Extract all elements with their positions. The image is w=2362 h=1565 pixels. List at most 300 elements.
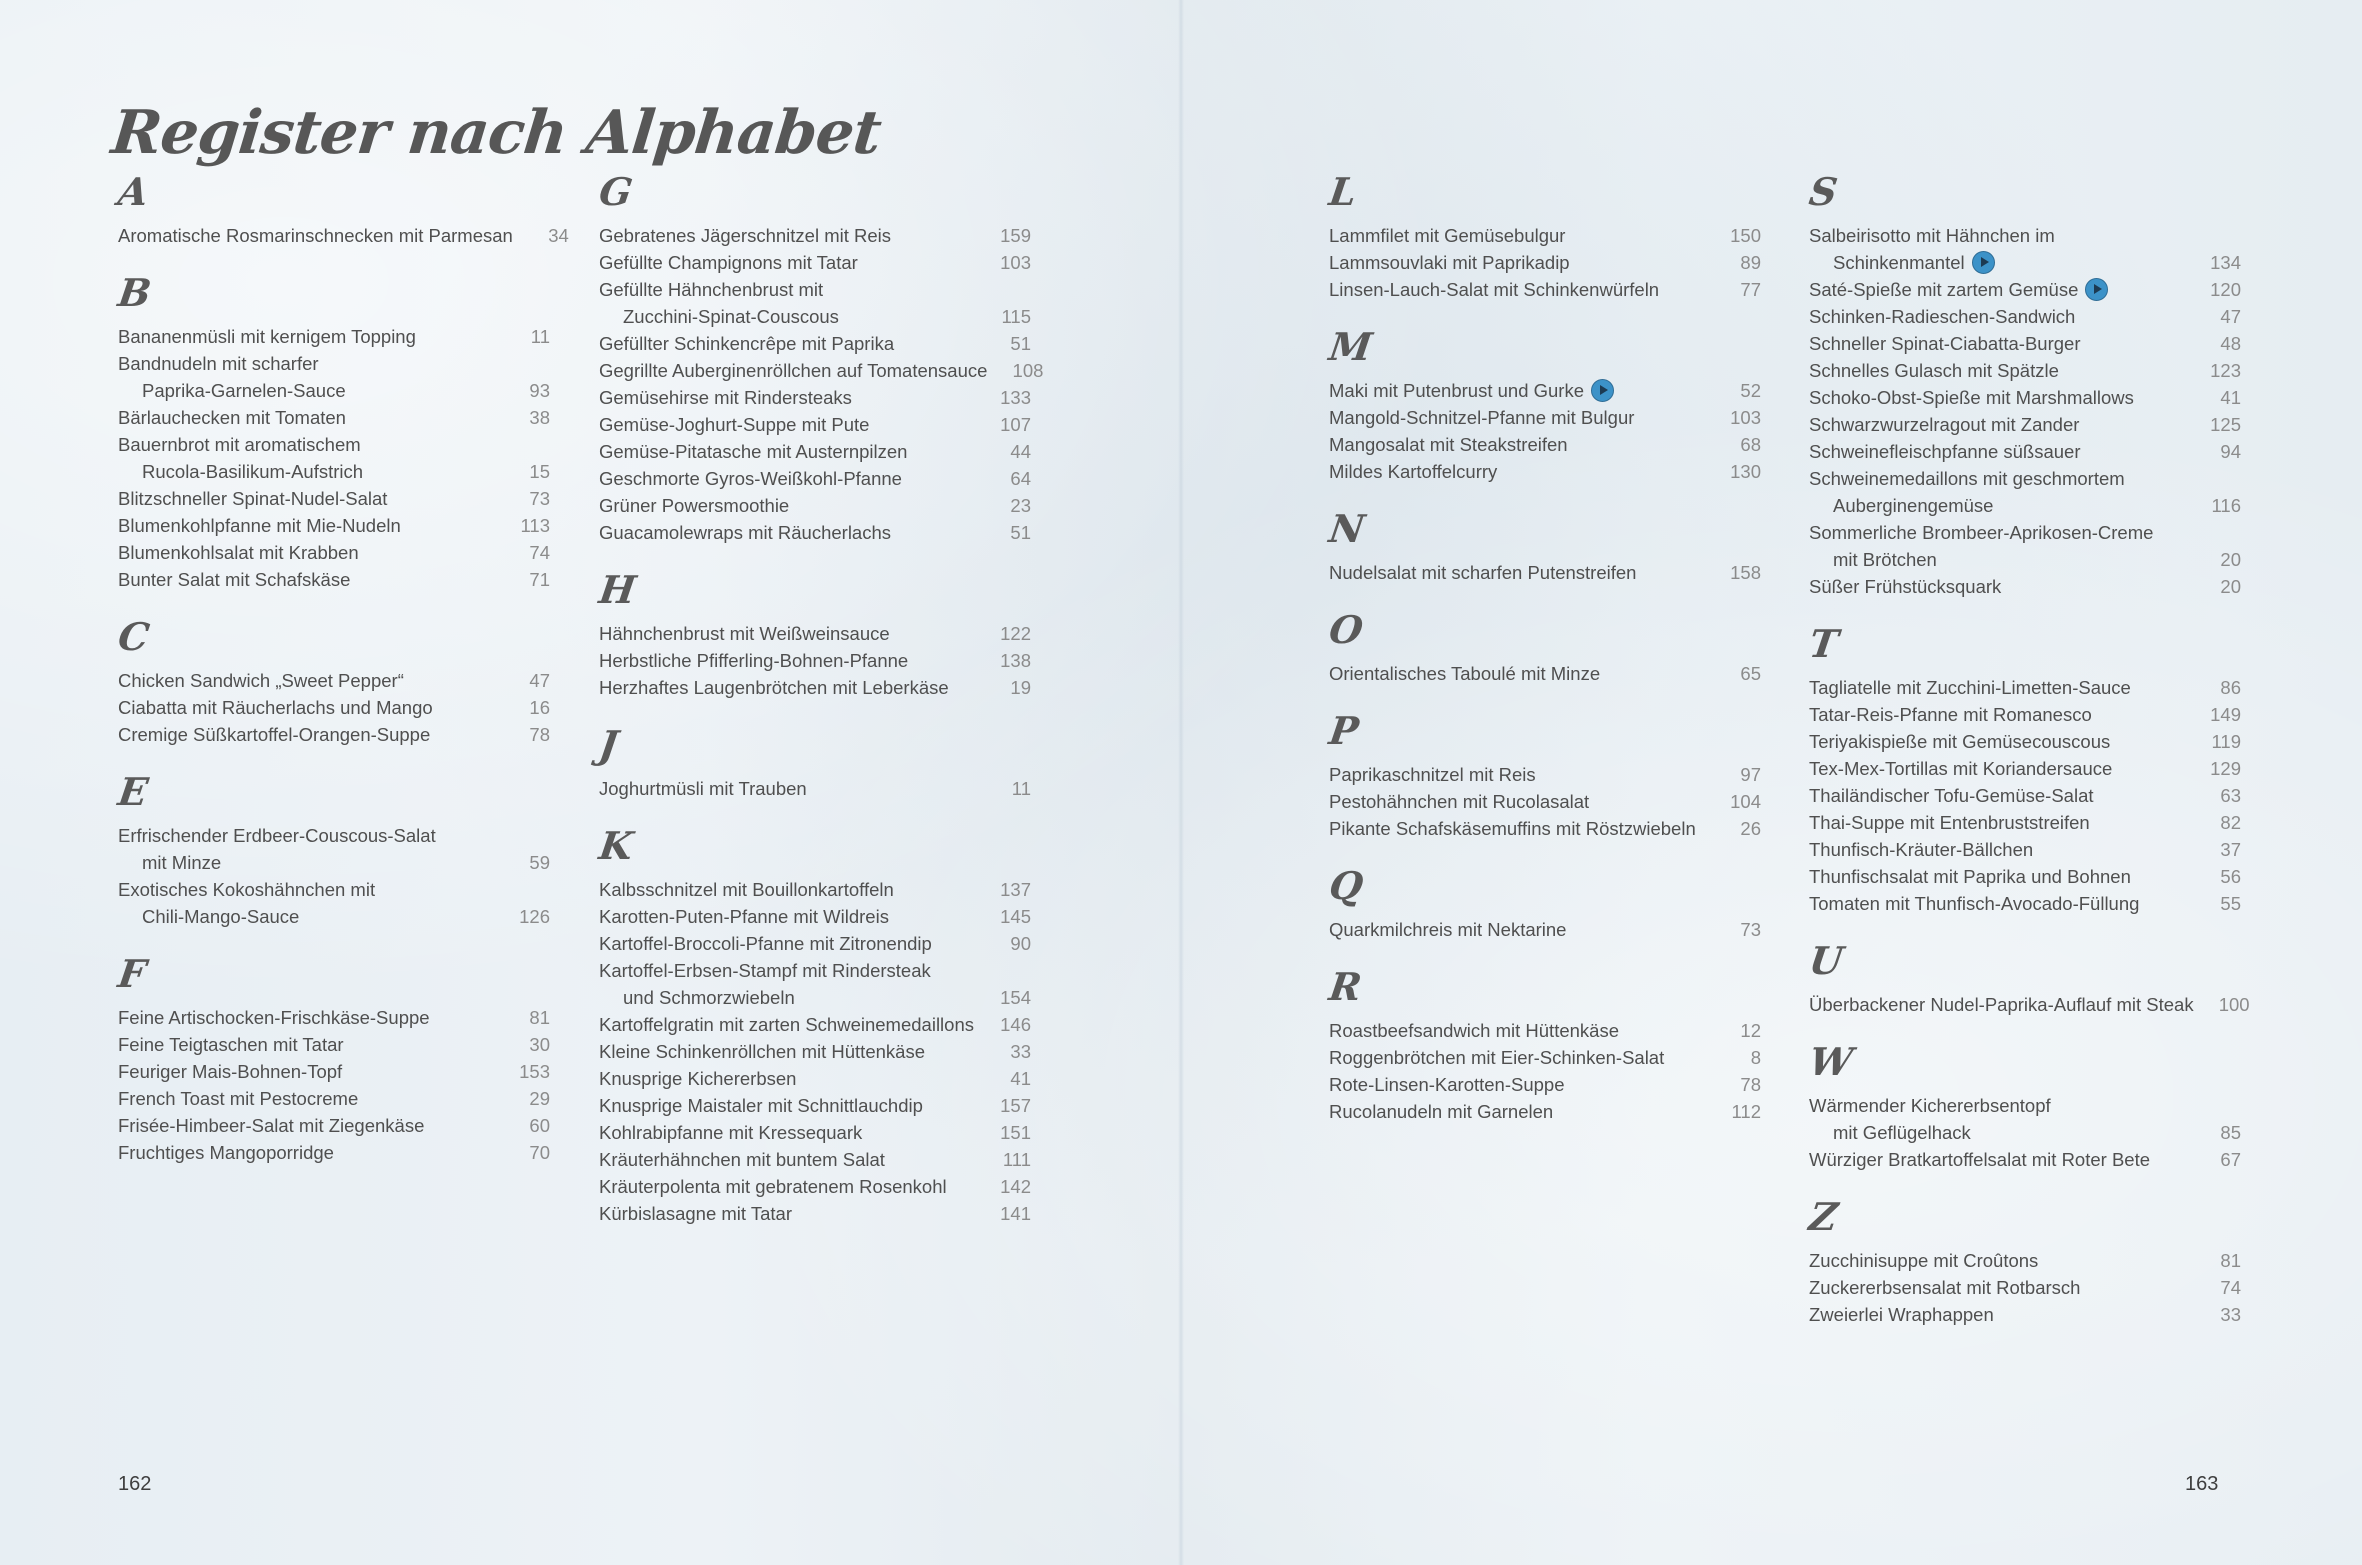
entry-title-line: mit Brötchen — [1833, 549, 1937, 570]
index-section-w — [1806, 1039, 2241, 1173]
entry-title-line: Schoko-Obst-Spieße mit Marshmallows — [1809, 387, 2134, 408]
entry-title — [599, 465, 975, 492]
index-entry — [1329, 431, 1761, 458]
index-column-4 — [1806, 169, 2250, 1350]
entry-page-number: 23 — [1010, 495, 1031, 516]
index-entry — [599, 1038, 1031, 1065]
index-entry — [118, 1139, 550, 1166]
entry-page-number: 47 — [2220, 306, 2241, 327]
index-entry — [1329, 1098, 1761, 1125]
index-section-s — [1806, 169, 2241, 600]
entry-page-number: 26 — [1740, 818, 1761, 839]
entry-page-number: 141 — [1000, 1203, 1031, 1224]
entry-title-line: und Schmorzwiebeln — [623, 987, 795, 1008]
entry-title-line: Feine Artischocken-Frischkäse-Suppe — [118, 1007, 430, 1028]
index-entry — [118, 404, 550, 431]
entry-title — [599, 519, 975, 546]
entry-title-line: Thunfisch-Kräuter-Bällchen — [1809, 839, 2034, 860]
entry-title-line: Gemüse-Pitatasche mit Austernpilzen — [599, 441, 908, 462]
index-entry — [599, 957, 1031, 1011]
entry-title-line: Blitzschneller Spinat-Nudel-Salat — [118, 488, 388, 509]
section-letter: C — [115, 614, 153, 659]
entry-title-line: Kürbislasagne mit Tatar — [599, 1203, 792, 1224]
entry-title-line: Schweinefleischpfanne süßsauer — [1809, 441, 2081, 462]
index-entry — [1809, 782, 2241, 809]
index-section-h — [596, 567, 1031, 701]
entry-title — [1809, 863, 2185, 890]
index-section-m — [1326, 324, 1761, 485]
index-entry — [1329, 222, 1761, 249]
entry-title-line: Hähnchenbrust mit Weißweinsauce — [599, 623, 890, 644]
entry-page-number: 11 — [530, 326, 550, 347]
entry-page-number: 82 — [2220, 812, 2241, 833]
entry-title-line: Lammsouvlaki mit Paprikadip — [1329, 252, 1570, 273]
section-letter: M — [1326, 324, 1375, 369]
index-entry — [118, 667, 550, 694]
entry-page-number: 125 — [2210, 414, 2241, 435]
entry-title — [1809, 809, 2185, 836]
entry-page-number: 112 — [1731, 1101, 1761, 1122]
index-section-o — [1326, 607, 1761, 687]
entry-title-line: Zweierlei Wraphappen — [1809, 1304, 1994, 1325]
entry-page-number: 38 — [529, 407, 550, 428]
entry-title-line: Schinkenmantel — [1833, 252, 1965, 273]
entry-page-number: 64 — [1010, 468, 1031, 489]
index-entry — [1809, 519, 2241, 573]
entry-page-number: 30 — [529, 1034, 550, 1055]
entry-title-line: Geschmorte Gyros-Weißkohl-Pfanne — [599, 468, 902, 489]
entry-title — [1809, 411, 2185, 438]
entry-page-number: 100 — [2218, 994, 2250, 1015]
index-entry — [1809, 573, 2241, 600]
index-section-a — [115, 169, 569, 249]
index-entry — [1329, 761, 1761, 788]
entry-title-line: Kalbsschnitzel mit Bouillonkartoffeln — [599, 879, 894, 900]
entry-title-line: Guacamolewraps mit Räucherlachs — [599, 522, 892, 543]
entry-title-line: Zucchini-Spinat-Couscous — [623, 306, 839, 327]
entry-page-number: 126 — [519, 906, 550, 927]
index-entry — [599, 1119, 1031, 1146]
index-section-c — [115, 614, 550, 748]
index-entry — [599, 1011, 1031, 1038]
entry-page-number: 29 — [529, 1088, 550, 1109]
index-entry — [599, 1065, 1031, 1092]
index-section-b — [115, 270, 550, 593]
index-entry — [118, 566, 550, 593]
index-entry — [599, 1200, 1031, 1227]
entry-title — [599, 957, 975, 1011]
index-entry — [1809, 755, 2241, 782]
entry-page-number: 77 — [1740, 279, 1761, 300]
entry-title — [599, 411, 975, 438]
entry-page-number: 44 — [1010, 441, 1031, 462]
index-entry — [118, 323, 550, 350]
entry-page-number: 89 — [1740, 252, 1761, 273]
entry-title — [118, 822, 494, 876]
entry-title-line: Paprikaschnitzel mit Reis — [1329, 764, 1536, 785]
entry-page-number: 86 — [2220, 677, 2241, 698]
entry-title — [1809, 701, 2185, 728]
entry-page-number: 130 — [1730, 461, 1761, 482]
entry-page-number: 78 — [529, 724, 550, 745]
index-section-r — [1326, 964, 1761, 1125]
entry-title-line: Sommerliche Brombeer-Aprikosen-Creme — [1809, 522, 2154, 543]
entry-title-line: Kleine Schinkenröllchen mit Hüttenkäse — [599, 1041, 925, 1062]
entry-title-line: Auberginengemüse — [1833, 495, 1994, 516]
entry-title-line: Schinken-Radieschen-Sandwich — [1809, 306, 2076, 327]
entry-title — [599, 330, 975, 357]
entry-title-line: Teriyakispieße mit Gemüsecouscous — [1809, 731, 2111, 752]
entry-page-number: 74 — [529, 542, 550, 563]
entry-title — [1329, 222, 1705, 249]
entry-title — [1329, 916, 1705, 943]
book-spine — [1178, 0, 1184, 1565]
entry-title-line: Kartoffel-Broccoli-Pfanne mit Zitronendip — [599, 933, 932, 954]
section-letter: J — [596, 722, 621, 767]
section-letter: N — [1326, 506, 1368, 551]
entry-title — [1809, 330, 2185, 357]
index-section-e — [115, 769, 550, 930]
entry-title — [1809, 1301, 2185, 1328]
index-entry — [599, 465, 1031, 492]
index-entry — [599, 876, 1031, 903]
entry-title — [118, 512, 494, 539]
index-entry — [1329, 458, 1761, 485]
index-entry — [599, 411, 1031, 438]
index-entry — [1329, 660, 1761, 687]
entry-page-number: 67 — [2220, 1149, 2241, 1170]
entry-title — [1329, 660, 1705, 687]
entry-title-line: Paprika-Garnelen-Sauce — [142, 380, 346, 401]
index-entry — [599, 222, 1031, 249]
entry-title-line: French Toast mit Pestocreme — [118, 1088, 359, 1109]
index-entry — [1809, 411, 2241, 438]
page-number-left: 162 — [118, 1473, 152, 1495]
section-letter: P — [1326, 708, 1362, 753]
section-letter: R — [1326, 964, 1365, 1009]
entry-title-line: Frisée-Himbeer-Salat mit Ziegenkäse — [118, 1115, 425, 1136]
entry-title-line: Cremige Süßkartoffel-Orangen-Suppe — [118, 724, 431, 745]
entry-title-line: Wärmender Kichererbsentopf — [1809, 1095, 2051, 1116]
entry-title-line: Feuriger Mais-Bohnen-Topf — [118, 1061, 343, 1082]
entry-title-line: Ciabatta mit Räucherlachs und Mango — [118, 697, 433, 718]
entry-title-line: Roastbeefsandwich mit Hüttenkäse — [1329, 1020, 1619, 1041]
entry-page-number: 59 — [529, 852, 550, 873]
entry-title-line: Bauernbrot mit aromatischem — [118, 434, 361, 455]
entry-page-number: 81 — [2220, 1250, 2241, 1271]
entry-title — [118, 667, 494, 694]
index-entry — [118, 512, 550, 539]
section-letter: A — [115, 169, 152, 214]
index-section-t — [1806, 621, 2241, 917]
entry-title — [1329, 276, 1705, 303]
entry-title — [1809, 222, 2185, 276]
entry-title-line: Knusprige Kichererbsen — [599, 1068, 797, 1089]
entry-title-line: Kräuterpolenta mit gebratenem Rosenkohl — [599, 1176, 947, 1197]
entry-title-line: Mildes Kartoffelcurry — [1329, 461, 1498, 482]
entry-page-number: 137 — [1000, 879, 1031, 900]
entry-title — [1329, 404, 1705, 431]
entry-page-number: 70 — [529, 1142, 550, 1163]
entry-title-line: Blumenkohlpfanne mit Mie-Nudeln — [118, 515, 401, 536]
entry-page-number: 145 — [1000, 906, 1031, 927]
entry-title-line: Kartoffelgratin mit zarten Schweinemedaillons — [599, 1014, 974, 1035]
entry-page-number: 97 — [1740, 764, 1761, 785]
entry-page-number: 73 — [529, 488, 550, 509]
entry-page-number: 78 — [1740, 1074, 1761, 1095]
entry-title — [599, 1173, 975, 1200]
entry-title-line: Tatar-Reis-Pfanne mit Romanesco — [1809, 704, 2092, 725]
entry-title — [118, 404, 494, 431]
entry-page-number: 85 — [2220, 1122, 2241, 1143]
index-entry — [118, 222, 569, 249]
index-entry — [1809, 357, 2241, 384]
entry-title — [118, 323, 494, 350]
entry-title-line: Rucola-Basilikum-Aufstrich — [142, 461, 364, 482]
entry-title — [118, 222, 513, 249]
entry-page-number: 65 — [1740, 663, 1761, 684]
entry-title — [1809, 438, 2185, 465]
entry-page-number: 81 — [529, 1007, 550, 1028]
entry-title — [599, 222, 975, 249]
index-entry — [118, 721, 550, 748]
section-letter: E — [115, 769, 151, 814]
entry-title — [1809, 836, 2185, 863]
entry-title — [1809, 1092, 2185, 1146]
video-play-icon — [1972, 251, 1995, 274]
index-entry — [118, 1112, 550, 1139]
entry-title-line: Gemüsehirse mit Rindersteaks — [599, 387, 852, 408]
entry-title — [1329, 815, 1705, 842]
entry-title — [1809, 782, 2185, 809]
entry-title — [1809, 1274, 2185, 1301]
entry-title-line: Thunfischsalat mit Paprika und Bohnen — [1809, 866, 2131, 887]
index-entry — [1329, 1071, 1761, 1098]
entry-page-number: 159 — [1000, 225, 1031, 246]
index-entry — [1329, 815, 1761, 842]
entry-title-line: Salbeirisotto mit Hähnchen im — [1809, 225, 2055, 246]
entry-page-number: 51 — [1010, 522, 1031, 543]
entry-page-number: 20 — [2220, 549, 2241, 570]
entry-title — [118, 1085, 494, 1112]
entry-title — [1809, 519, 2185, 573]
entry-title — [1809, 465, 2185, 519]
entry-page-number: 52 — [1740, 380, 1761, 401]
index-entry — [1809, 809, 2241, 836]
entry-title — [1329, 431, 1705, 458]
entry-title-line: Zucchinisuppe mit Croûtons — [1809, 1250, 2039, 1271]
page-number-right: 163 — [2185, 1473, 2219, 1495]
index-entry — [1809, 330, 2241, 357]
entry-page-number: 20 — [2220, 576, 2241, 597]
entry-page-number: 108 — [1012, 360, 1044, 381]
entry-title — [1809, 357, 2185, 384]
section-letter: L — [1326, 169, 1360, 214]
index-entry — [599, 1173, 1031, 1200]
index-entry — [118, 1085, 550, 1112]
entry-page-number: 134 — [2210, 252, 2241, 273]
index-entry — [1809, 1146, 2241, 1173]
entry-title-line: Gefüllter Schinkencrêpe mit Paprika — [599, 333, 895, 354]
entry-title-line: Lammfilet mit Gemüsebulgur — [1329, 225, 1566, 246]
entry-page-number: 48 — [2220, 333, 2241, 354]
entry-page-number: 19 — [1010, 677, 1031, 698]
entry-page-number: 107 — [1000, 414, 1031, 435]
entry-title-line: Erfrischender Erdbeer-Couscous-Salat — [118, 825, 436, 846]
entry-title — [118, 876, 494, 930]
index-entry — [1809, 1247, 2241, 1274]
entry-title — [1809, 303, 2185, 330]
index-entry — [1809, 438, 2241, 465]
index-section-k — [596, 823, 1031, 1227]
entry-title-line: Gefüllte Hähnchenbrust mit — [599, 279, 824, 300]
entry-title — [1809, 1247, 2185, 1274]
entry-page-number: 115 — [1001, 306, 1031, 327]
entry-title-line: Exotisches Kokoshähnchen mit — [118, 879, 376, 900]
entry-page-number: 103 — [1730, 407, 1761, 428]
entry-title — [118, 539, 494, 566]
entry-title-line: Herbstliche Pfifferling-Bohnen-Pfanne — [599, 650, 909, 671]
index-entry — [1329, 916, 1761, 943]
entry-title-line: Schnelles Gulasch mit Spätzle — [1809, 360, 2059, 381]
index-entry — [599, 357, 1044, 384]
index-entry — [1809, 674, 2241, 701]
entry-title — [599, 438, 975, 465]
index-section-p — [1326, 708, 1761, 842]
entry-page-number: 41 — [2220, 387, 2241, 408]
entry-title-line: Aromatische Rosmarinschnecken mit Parmesan — [118, 225, 513, 246]
index-entry — [118, 1031, 550, 1058]
entry-page-number: 154 — [1000, 987, 1031, 1008]
entry-title — [1809, 728, 2185, 755]
entry-title-line: Feine Teigtaschen mit Tatar — [118, 1034, 344, 1055]
section-letter: S — [1806, 169, 1841, 214]
entry-title-line: Schweinemedaillons mit geschmortem — [1809, 468, 2125, 489]
entry-title — [599, 492, 975, 519]
index-entry — [118, 431, 550, 485]
entry-title — [1329, 1071, 1705, 1098]
entry-page-number: 93 — [529, 380, 550, 401]
index-entry — [1809, 863, 2241, 890]
index-entry — [599, 438, 1031, 465]
entry-page-number: 90 — [1010, 933, 1031, 954]
index-entry — [118, 539, 550, 566]
entry-title-line: Tomaten mit Thunfisch-Avocado-Füllung — [1809, 893, 2140, 914]
entry-title — [1809, 384, 2185, 411]
entry-title-line: Kräuterhähnchen mit buntem Salat — [599, 1149, 885, 1170]
entry-title-line: Thai-Suppe mit Entenbruststreifen — [1809, 812, 2090, 833]
entry-title — [1809, 276, 2185, 303]
entry-title-line: Mangold-Schnitzel-Pfanne mit Bulgur — [1329, 407, 1635, 428]
entry-title-line: Fruchtiges Mangoporridge — [118, 1142, 334, 1163]
entry-page-number: 71 — [529, 569, 550, 590]
entry-title — [118, 1112, 494, 1139]
index-entry — [599, 330, 1031, 357]
entry-title-line: Linsen-Lauch-Salat mit Schinkenwürfeln — [1329, 279, 1660, 300]
entry-page-number: 8 — [1750, 1047, 1761, 1068]
entry-title-line: Knusprige Maistaler mit Schnittlauchdip — [599, 1095, 923, 1116]
entry-title — [118, 1031, 494, 1058]
index-entry — [599, 249, 1031, 276]
entry-page-number: 150 — [1730, 225, 1761, 246]
entry-title-line: Tex-Mex-Tortillas mit Koriandersauce — [1809, 758, 2113, 779]
index-entry — [1809, 222, 2241, 276]
entry-page-number: 73 — [1740, 919, 1761, 940]
entry-title — [1809, 674, 2185, 701]
entry-title — [1809, 890, 2185, 917]
index-section-g — [596, 169, 1044, 546]
index-entry — [1329, 1044, 1761, 1071]
entry-title — [1329, 1017, 1705, 1044]
entry-title — [118, 1004, 494, 1031]
section-letter: F — [115, 951, 149, 996]
section-letter: G — [596, 169, 636, 214]
entry-title — [1809, 573, 2185, 600]
entry-title-line: Maki mit Putenbrust und Gurke — [1329, 380, 1584, 401]
index-entry — [118, 822, 550, 876]
entry-page-number: 33 — [2220, 1304, 2241, 1325]
index-entry — [599, 492, 1031, 519]
entry-title-line: Bandnudeln mit scharfer — [118, 353, 319, 374]
entry-title — [1329, 788, 1705, 815]
index-entry — [1329, 404, 1761, 431]
entry-title-line: Gebratenes Jägerschnitzel mit Reis — [599, 225, 892, 246]
entry-title — [1329, 559, 1705, 586]
entry-title — [1809, 991, 2194, 1018]
index-entry — [599, 903, 1031, 930]
entry-title-line: Quarkmilchreis mit Nektarine — [1329, 919, 1567, 940]
entry-title — [599, 647, 975, 674]
entry-title — [599, 276, 975, 330]
index-entry — [1809, 1301, 2241, 1328]
index-entry — [1809, 728, 2241, 755]
entry-title-line: Mangosalat mit Steakstreifen — [1329, 434, 1568, 455]
entry-title-line: Chili-Mango-Sauce — [142, 906, 300, 927]
entry-title-line: Grüner Powersmoothie — [599, 495, 790, 516]
index-section-l — [1326, 169, 1761, 303]
entry-title — [1329, 458, 1705, 485]
entry-title-line: Joghurtmüsli mit Trauben — [599, 778, 807, 799]
section-letter: B — [115, 270, 154, 315]
section-letter: U — [1806, 938, 1846, 983]
index-entry — [1329, 559, 1761, 586]
entry-page-number: 153 — [519, 1061, 550, 1082]
index-section-f — [115, 951, 550, 1166]
entry-title — [599, 903, 975, 930]
index-section-q — [1326, 863, 1761, 943]
index-column-2 — [596, 169, 1044, 1249]
entry-title — [118, 721, 494, 748]
index-entry — [1809, 303, 2241, 330]
entry-page-number: 146 — [1000, 1014, 1031, 1035]
video-play-icon — [1591, 379, 1614, 402]
entry-page-number: 34 — [548, 225, 569, 246]
index-column-1 — [115, 169, 569, 1188]
entry-title — [1809, 755, 2185, 782]
entry-title-line: Überbackener Nudel-Paprika-Auflauf mit Steak — [1809, 994, 2194, 1015]
entry-page-number: 122 — [1000, 623, 1031, 644]
index-entry — [599, 930, 1031, 957]
index-entry — [599, 620, 1031, 647]
entry-page-number: 33 — [1010, 1041, 1031, 1062]
entry-title — [599, 674, 975, 701]
index-entry — [599, 276, 1031, 330]
index-entry — [118, 350, 550, 404]
index-entry — [1329, 1017, 1761, 1044]
entry-title — [599, 620, 975, 647]
entry-title-line: Schwarzwurzelragout mit Zander — [1809, 414, 2080, 435]
index-entry — [599, 674, 1031, 701]
